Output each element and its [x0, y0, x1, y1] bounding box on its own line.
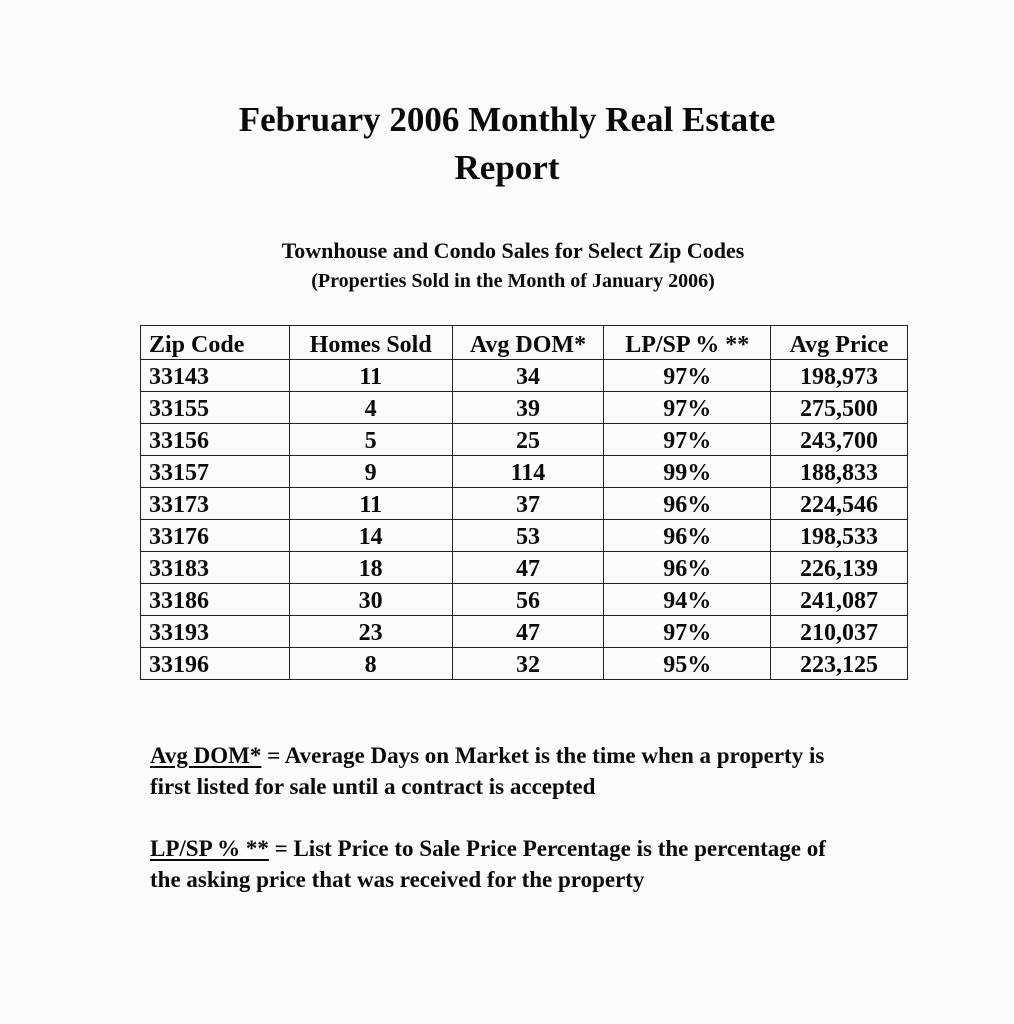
note-avg-dom-text: = Average Days on Market is the time when a property is first listed for sale until a contract is accepted: [150, 743, 825, 799]
cell-avg-dom: 114: [452, 456, 604, 488]
note-lp-sp-text: = List Price to Sale Price Percentage is the percentage of the asking price that was received for the property: [150, 836, 826, 892]
cell-avg-price: 223,125: [771, 648, 908, 680]
cell-zip-code: 33176: [141, 520, 290, 552]
cell-lp-sp: 96%: [604, 488, 771, 520]
cell-homes-sold: 23: [289, 616, 452, 648]
table-row: [141, 424, 908, 456]
table-header-row: [141, 326, 908, 360]
header-zip-code: Zip Code: [141, 326, 290, 360]
cell-zip-code: 33173: [141, 488, 290, 520]
cell-lp-sp: 99%: [604, 456, 771, 488]
report-title: [0, 96, 1014, 192]
table-row: [141, 392, 908, 424]
note-lp-sp-term: LP/SP % **: [150, 836, 269, 861]
cell-zip-code: 33155: [141, 392, 290, 424]
note-avg-dom-term: Avg DOM*: [150, 743, 262, 768]
cell-lp-sp: 96%: [604, 552, 771, 584]
header-homes-sold: Homes Sold: [289, 326, 452, 360]
cell-avg-dom: 56: [452, 584, 604, 616]
cell-zip-code: 33186: [141, 584, 290, 616]
cell-lp-sp: 97%: [604, 360, 771, 392]
cell-avg-dom: 25: [452, 424, 604, 456]
table-row: [141, 648, 908, 680]
table-row: [141, 456, 908, 488]
report-title-line2: Report: [454, 148, 560, 187]
cell-avg-dom: 47: [452, 552, 604, 584]
table-row: [141, 488, 908, 520]
cell-lp-sp: 94%: [604, 584, 771, 616]
cell-zip-code: 33196: [141, 648, 290, 680]
cell-homes-sold: 30: [289, 584, 452, 616]
cell-zip-code: 33143: [141, 360, 290, 392]
cell-homes-sold: 4: [289, 392, 452, 424]
header-lp-sp: LP/SP % **: [604, 326, 771, 360]
table-row: [141, 616, 908, 648]
cell-homes-sold: 14: [289, 520, 452, 552]
cell-lp-sp: 97%: [604, 616, 771, 648]
sales-table: [140, 325, 908, 680]
cell-avg-price: 198,973: [771, 360, 908, 392]
table-row: [141, 360, 908, 392]
cell-lp-sp: 96%: [604, 520, 771, 552]
table-row: [141, 552, 908, 584]
cell-zip-code: 33183: [141, 552, 290, 584]
subtitle-line1: Townhouse and Condo Sales for Select Zip Codes: [281, 238, 745, 263]
cell-avg-dom: 47: [452, 616, 604, 648]
cell-zip-code: 33157: [141, 456, 290, 488]
cell-avg-dom: 53: [452, 520, 604, 552]
cell-avg-price: 226,139: [771, 552, 908, 584]
table-row: [141, 584, 908, 616]
cell-homes-sold: 9: [289, 456, 452, 488]
cell-homes-sold: 18: [289, 552, 452, 584]
cell-avg-dom: 32: [452, 648, 604, 680]
cell-lp-sp: 97%: [604, 424, 771, 456]
note-avg-dom: [150, 740, 850, 802]
cell-avg-price: 224,546: [771, 488, 908, 520]
cell-avg-price: 188,833: [771, 456, 908, 488]
report-title-line1: February 2006 Monthly Real Estate: [238, 100, 776, 139]
cell-lp-sp: 95%: [604, 648, 771, 680]
cell-zip-code: 33156: [141, 424, 290, 456]
cell-avg-price: 241,087: [771, 584, 908, 616]
cell-avg-price: 210,037: [771, 616, 908, 648]
report-subtitle: [0, 236, 1014, 296]
header-avg-price: Avg Price: [771, 326, 908, 360]
cell-avg-price: 275,500: [771, 392, 908, 424]
header-avg-dom: Avg DOM*: [452, 326, 604, 360]
cell-homes-sold: 11: [289, 488, 452, 520]
cell-lp-sp: 97%: [604, 392, 771, 424]
cell-avg-dom: 39: [452, 392, 604, 424]
note-lp-sp: [150, 833, 850, 895]
subtitle-line2: (Properties Sold in the Month of January 2006): [311, 270, 715, 292]
table-row: [141, 520, 908, 552]
cell-homes-sold: 11: [289, 360, 452, 392]
cell-zip-code: 33193: [141, 616, 290, 648]
cell-avg-dom: 34: [452, 360, 604, 392]
cell-avg-price: 198,533: [771, 520, 908, 552]
cell-avg-dom: 37: [452, 488, 604, 520]
cell-homes-sold: 5: [289, 424, 452, 456]
cell-avg-price: 243,700: [771, 424, 908, 456]
cell-homes-sold: 8: [289, 648, 452, 680]
